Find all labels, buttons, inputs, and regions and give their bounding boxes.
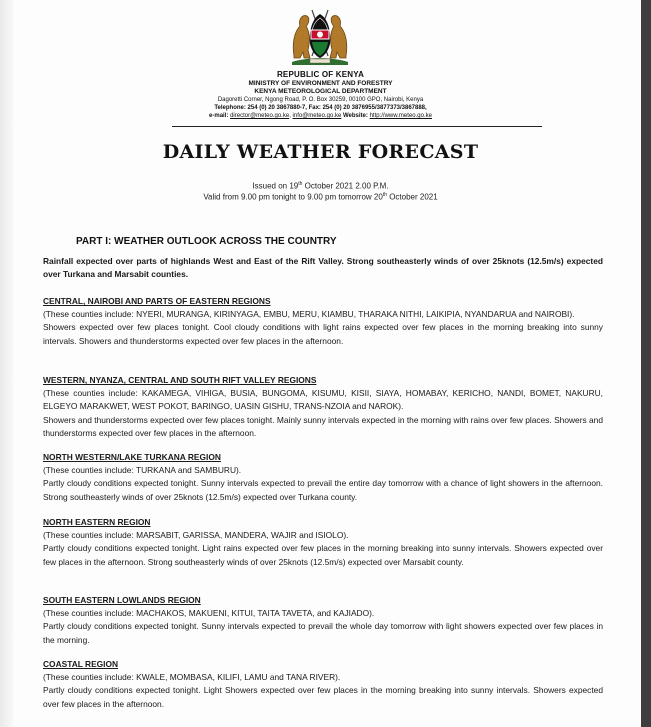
website-label: Website: (343, 113, 368, 119)
department-heading: KENYA METEOROLOGICAL DEPARTMENT (254, 88, 387, 95)
email-label: e-mail: (209, 113, 229, 119)
email-link-info[interactable]: info@meteo.go.ke (292, 113, 342, 119)
region-title: NORTH WESTERN/LAKE TURKANA REGION (43, 452, 221, 462)
region-block-north-eastern (43, 516, 603, 569)
validity-text-post: October 2021 (386, 192, 438, 202)
header-divider (172, 126, 542, 127)
issued-sup: th (298, 181, 303, 187)
validity-sup: th (382, 192, 387, 198)
issued-text-post: October 2021 2.00 P.M. (302, 181, 389, 191)
background-margin (641, 0, 651, 727)
region-forecast: Showers expected over few places tonight. Cool cloudy conditions with light rains expected over few places in the morning breaking into sunny intervals. Showers and thunderstorms expected over few places in the afternoon. (43, 322, 603, 346)
republic-heading: REPUBLIC OF KENYA (276, 70, 365, 79)
summary-paragraph: Rainfall expected over parts of highlands West and East of the Rift Valley. Strong southeasterly winds of over 25knots (12.5m/s) expected over Turkana and Marsabit counties. (43, 256, 603, 280)
address-line: Dagoretti Corner, Ngong Road, P. O. Box 30259, 00100 GPO, Nairobi, Kenya (217, 97, 424, 103)
contact-line: e-mail: director@meteo.go.ke, info@meteo.go.ke Website: http://www.meteo.go.ke (209, 113, 432, 119)
issued-line (0, 181, 641, 191)
region-forecast: Partly cloudy conditions expected tonight. Light Showers expected over few places in the morning breaking into sunny intervals. Showers expected over few places in the afternoon. (43, 685, 603, 709)
region-forecast: Partly cloudy conditions expected tonight. Light rains expected over few places in the morning breaking into sunny intervals. Showers expected over few places in the afternoon. Strong southeasterly winds of over 25knots (12.5m/s) expected over Marsabit county. (43, 543, 603, 567)
document-title: DAILY WEATHER FORECAST (162, 141, 479, 163)
email-link-director[interactable]: director@meteo.go.ke (230, 113, 290, 119)
validity-line (0, 192, 641, 202)
region-counties: (These counties include: KAKAMEGA, VIHIGA, BUSIA, BUNGOMA, KISUMU, KISII, SIAYA, HOMABAY, KERICHO, NANDI, BOMET, NAKURU, ELGEYO MARAKWET, WEST POKOT, BARINGO, UASIN GISHU, TRANS-NZOIA and NAROK). (43, 388, 603, 412)
region-forecast: Showers and thunderstorms expected over few places tonight. Mainly sunny intervals expected in the morning with rains over few places. Showers and thunderstorms expected over few places in the afternoon. (43, 414, 603, 438)
region-title: COASTAL REGION (43, 659, 119, 669)
region-title: NORTH EASTERN REGION (43, 517, 151, 527)
region-title: SOUTH EASTERN LOWLANDS REGION (43, 595, 201, 605)
region-counties: (These counties include: TURKANA and SAMBURU). (43, 465, 242, 476)
ministry-heading: MINISTRY OF ENVIRONMENT AND FORESTRY (248, 80, 393, 87)
region-counties: (These counties include: NYERI, MURANGA, KIRINYAGA, EMBU, MERU, KIAMBU, THARAKA NITHI, LAIKIPIA, NYANDARUA and NAIROBI). (43, 309, 575, 320)
region-title: CENTRAL, NAIROBI AND PARTS OF EASTERN REGIONS (43, 296, 271, 306)
region-title: WESTERN, NYANZA, CENTRAL AND SOUTH RIFT VALLEY REGIONS (43, 375, 317, 385)
region-block-western (43, 374, 603, 440)
coat-of-arms-icon (288, 6, 352, 66)
region-counties: (These counties include: MACHAKOS, MAKUENI, KITUI, TAITA TAVETA, and KAJIADO). (43, 608, 375, 619)
region-counties: (These counties include: KWALE, MOMBASA, KILIFI, LAMU and TANA RIVER). (43, 672, 341, 683)
region-block-south-eastern (43, 594, 603, 647)
issued-text: Issued on 19 (252, 181, 299, 191)
part1-heading: PART I: WEATHER OUTLOOK ACROSS THE COUNTRY (76, 236, 337, 247)
region-forecast: Partly cloudy conditions expected tonight. Sunny intervals expected to prevail the entire day tomorrow with a chance of light showers in the afternoon. Strong southeasterly winds of over 25knots (12.5m/s) expected over Turkana county. (43, 478, 603, 502)
telephone-line: Telephone: 254 (0) 20 3867880-7, Fax: 254 (0) 20 3876955/3877373/3867888, (214, 105, 427, 111)
validity-text: Valid from 9.00 pm tonight to 9.00 pm tomorrow 20 (203, 192, 383, 202)
region-block-north-western (43, 451, 603, 504)
region-block-central (43, 295, 603, 348)
region-counties: (These counties include: MARSABIT, GARISSA, MANDERA, WAJIR and ISIOLO). (43, 530, 349, 541)
region-block-coastal (43, 658, 603, 711)
website-link[interactable]: http://www.meteo.go.ke (369, 113, 432, 119)
region-forecast: Partly cloudy conditions expected tonight. Sunny intervals expected to prevail the whole day tomorrow with light showers expected over few places in the morning. (43, 621, 603, 645)
